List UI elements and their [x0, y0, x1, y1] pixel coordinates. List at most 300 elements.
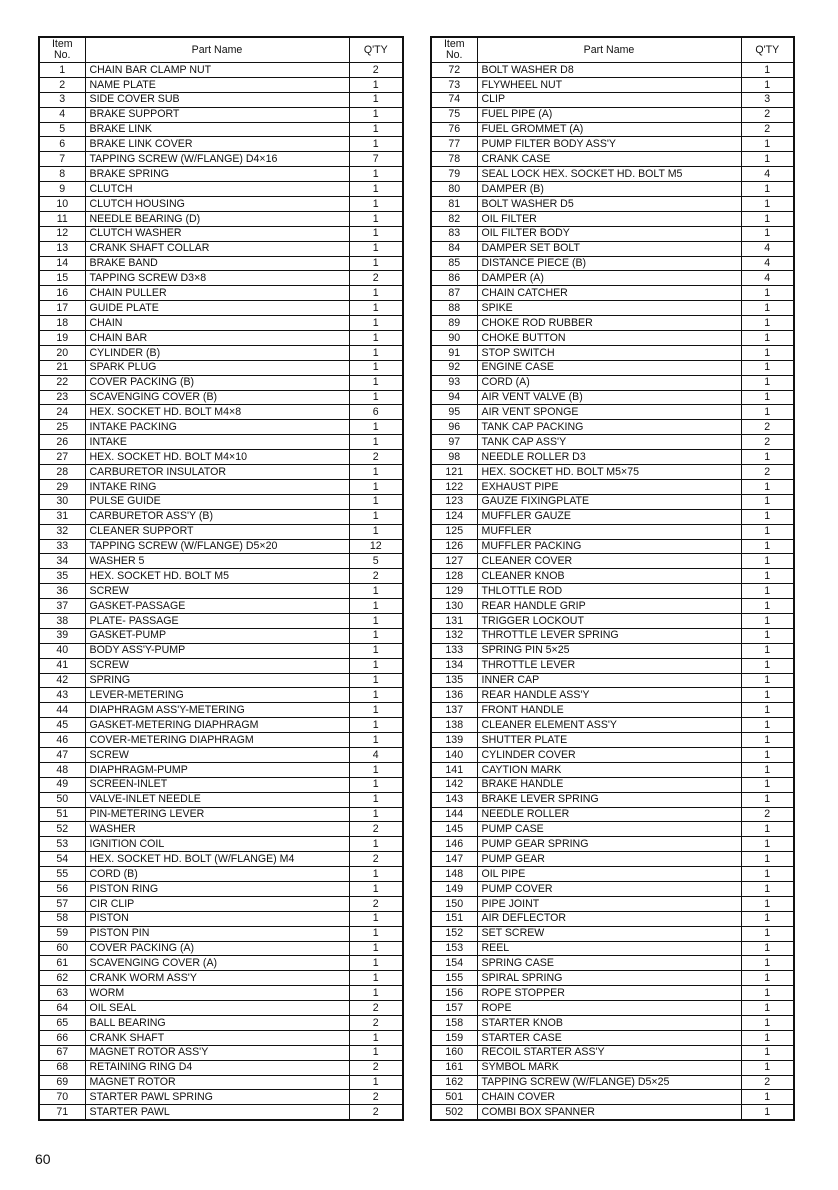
item-no-cell: 148: [431, 867, 477, 882]
table-row: [39, 852, 403, 867]
part-name-cell: SCREW: [85, 747, 349, 762]
item-no-cell: 22: [39, 375, 85, 390]
part-name-cell: BRAKE LINK: [85, 122, 349, 137]
part-name-cell: INTAKE PACKING: [85, 420, 349, 435]
table-row: [431, 1075, 794, 1090]
item-no-cell: 50: [39, 792, 85, 807]
part-name-cell: CAYTION MARK: [477, 762, 741, 777]
qty-cell: 1: [349, 941, 403, 956]
item-no-cell: 143: [431, 792, 477, 807]
item-no-cell: 67: [39, 1045, 85, 1060]
item-no-cell: 36: [39, 584, 85, 599]
part-name-cell: CYLINDER (B): [85, 345, 349, 360]
table-row: [39, 584, 403, 599]
table-row: [39, 479, 403, 494]
part-name-cell: SCREW: [85, 658, 349, 673]
part-name-cell: SPRING CASE: [477, 956, 741, 971]
item-no-header: [39, 37, 85, 63]
table-row: [431, 286, 794, 301]
item-no-cell: 90: [431, 331, 477, 346]
part-name-header: Part Name: [85, 37, 349, 63]
part-name-cell: CRANK SHAFT: [85, 1030, 349, 1045]
qty-cell: 1: [741, 822, 794, 837]
qty-cell: 1: [741, 867, 794, 882]
qty-cell: 2: [349, 450, 403, 465]
part-name-cell: PUMP COVER: [477, 881, 741, 896]
table-row: [431, 465, 794, 480]
item-no-cell: 155: [431, 971, 477, 986]
part-name-cell: EXHAUST PIPE: [477, 479, 741, 494]
table-row: [39, 628, 403, 643]
table-row: [39, 733, 403, 748]
qty-cell: 1: [349, 881, 403, 896]
part-name-cell: TAPPING SCREW D3×8: [85, 271, 349, 286]
item-no-header: [431, 37, 477, 63]
item-no-cell: 10: [39, 197, 85, 212]
qty-cell: 2: [349, 271, 403, 286]
qty-cell: 1: [349, 524, 403, 539]
table-row: [39, 658, 403, 673]
table-row: [39, 122, 403, 137]
table-row: [39, 465, 403, 480]
qty-cell: 1: [349, 435, 403, 450]
part-name-cell: THROTTLE LEVER SPRING: [477, 628, 741, 643]
part-name-cell: SPRING PIN 5×25: [477, 643, 741, 658]
table-row: [39, 509, 403, 524]
part-name-cell: HEX. SOCKET HD. BOLT (W/FLANGE) M4: [85, 852, 349, 867]
part-name-cell: COVER-METERING DIAPHRAGM: [85, 733, 349, 748]
qty-cell: 1: [741, 956, 794, 971]
table-row: [431, 494, 794, 509]
table-row: [39, 256, 403, 271]
item-no-cell: 41: [39, 658, 85, 673]
part-name-cell: NEEDLE ROLLER D3: [477, 450, 741, 465]
qty-cell: 2: [349, 1016, 403, 1031]
table-row: [39, 331, 403, 346]
qty-cell: 1: [741, 792, 794, 807]
item-no-cell: 52: [39, 822, 85, 837]
page-number: 60: [35, 1151, 51, 1167]
part-name-cell: NEEDLE BEARING (D): [85, 211, 349, 226]
item-no-cell: 43: [39, 688, 85, 703]
table-row: [431, 539, 794, 554]
table-row: [431, 837, 794, 852]
part-name-cell: INNER CAP: [477, 673, 741, 688]
table-row: [431, 211, 794, 226]
item-no-cell: 158: [431, 1016, 477, 1031]
item-no-header-line2: No.: [54, 49, 71, 61]
table-row: [431, 182, 794, 197]
table-row: [431, 792, 794, 807]
item-no-cell: 69: [39, 1075, 85, 1090]
item-no-cell: 9: [39, 182, 85, 197]
qty-cell: 4: [741, 271, 794, 286]
part-name-cell: CLUTCH: [85, 182, 349, 197]
table-row: [39, 1001, 403, 1016]
qty-cell: 1: [349, 762, 403, 777]
table-row: [431, 733, 794, 748]
table-row: [431, 926, 794, 941]
part-name-cell: CHOKE BUTTON: [477, 331, 741, 346]
item-no-cell: 95: [431, 405, 477, 420]
table-row: [39, 688, 403, 703]
part-name-cell: BRAKE SPRING: [85, 167, 349, 182]
part-name-cell: STOP SWITCH: [477, 345, 741, 360]
part-name-cell: REEL: [477, 941, 741, 956]
part-name-cell: BOLT WASHER D8: [477, 63, 741, 78]
table-row: [431, 256, 794, 271]
part-name-cell: STARTER PAWL SPRING: [85, 1090, 349, 1105]
item-no-cell: 2: [39, 77, 85, 92]
item-no-cell: 134: [431, 658, 477, 673]
item-no-cell: 49: [39, 777, 85, 792]
part-name-cell: HEX. SOCKET HD. BOLT M4×10: [85, 450, 349, 465]
part-name-cell: BALL BEARING: [85, 1016, 349, 1031]
item-no-cell: 132: [431, 628, 477, 643]
item-no-cell: 8: [39, 167, 85, 182]
item-no-cell: 97: [431, 435, 477, 450]
item-no-cell: 59: [39, 926, 85, 941]
table-row: [431, 941, 794, 956]
qty-cell: 1: [741, 643, 794, 658]
part-name-cell: LEVER-METERING: [85, 688, 349, 703]
part-name-cell: NAME PLATE: [85, 77, 349, 92]
part-name-cell: BRAKE LEVER SPRING: [477, 792, 741, 807]
qty-cell: 1: [741, 524, 794, 539]
qty-cell: 4: [741, 167, 794, 182]
item-no-cell: 127: [431, 554, 477, 569]
part-name-cell: GUIDE PLATE: [85, 301, 349, 316]
item-no-cell: 72: [431, 63, 477, 78]
qty-cell: 1: [741, 628, 794, 643]
table-row: [431, 1016, 794, 1031]
table-row: [431, 613, 794, 628]
part-name-cell: TAPPING SCREW (W/FLANGE) D5×25: [477, 1075, 741, 1090]
qty-cell: 1: [741, 539, 794, 554]
table-row: [431, 92, 794, 107]
qty-cell: 1: [741, 405, 794, 420]
part-name-cell: CLEANER ELEMENT ASS'Y: [477, 718, 741, 733]
item-no-cell: 23: [39, 390, 85, 405]
item-no-cell: 1: [39, 63, 85, 78]
table-row: [431, 331, 794, 346]
item-no-cell: 46: [39, 733, 85, 748]
item-no-cell: 6: [39, 137, 85, 152]
item-no-cell: 27: [39, 450, 85, 465]
part-name-cell: FLYWHEEL NUT: [477, 77, 741, 92]
table-row: [39, 92, 403, 107]
table-row: [431, 167, 794, 182]
item-no-cell: 77: [431, 137, 477, 152]
table-row: [431, 599, 794, 614]
qty-cell: 1: [741, 1060, 794, 1075]
part-name-cell: PISTON: [85, 911, 349, 926]
table-row: [39, 718, 403, 733]
qty-cell: 2: [741, 122, 794, 137]
qty-cell: 2: [349, 852, 403, 867]
qty-cell: 1: [741, 494, 794, 509]
part-name-cell: BRAKE BAND: [85, 256, 349, 271]
item-no-cell: 139: [431, 733, 477, 748]
table-row: [39, 301, 403, 316]
part-name-cell: WASHER 5: [85, 554, 349, 569]
item-no-cell: 122: [431, 479, 477, 494]
part-name-cell: HEX. SOCKET HD. BOLT M4×8: [85, 405, 349, 420]
part-name-cell: WASHER: [85, 822, 349, 837]
part-name-cell: OIL PIPE: [477, 867, 741, 882]
qty-cell: 1: [741, 926, 794, 941]
table-row: [431, 747, 794, 762]
part-name-cell: REAR HANDLE GRIP: [477, 599, 741, 614]
qty-header: Q'TY: [349, 37, 403, 63]
part-name-cell: MUFFLER: [477, 524, 741, 539]
qty-cell: 1: [741, 896, 794, 911]
item-no-cell: 121: [431, 465, 477, 480]
table-row: [431, 956, 794, 971]
item-no-cell: 56: [39, 881, 85, 896]
part-name-cell: SPIRAL SPRING: [477, 971, 741, 986]
qty-cell: 1: [349, 167, 403, 182]
item-no-cell: 18: [39, 316, 85, 331]
item-no-cell: 151: [431, 911, 477, 926]
qty-cell: 1: [349, 107, 403, 122]
qty-cell: 1: [349, 971, 403, 986]
part-name-cell: HEX. SOCKET HD. BOLT M5×75: [477, 465, 741, 480]
item-no-cell: 21: [39, 360, 85, 375]
item-no-cell: 17: [39, 301, 85, 316]
item-no-cell: 64: [39, 1001, 85, 1016]
qty-cell: 1: [741, 509, 794, 524]
table-row: [431, 435, 794, 450]
qty-cell: 1: [349, 77, 403, 92]
table-row: [39, 792, 403, 807]
part-name-cell: REAR HANDLE ASS'Y: [477, 688, 741, 703]
parts-table-left-body: [39, 63, 403, 1121]
qty-cell: 1: [349, 301, 403, 316]
qty-cell: 1: [349, 137, 403, 152]
item-no-cell: 73: [431, 77, 477, 92]
qty-cell: 1: [349, 465, 403, 480]
item-no-cell: 25: [39, 420, 85, 435]
item-no-cell: 126: [431, 539, 477, 554]
table-row: [39, 896, 403, 911]
table-row: [39, 524, 403, 539]
qty-cell: 1: [349, 197, 403, 212]
part-name-cell: DAMPER (A): [477, 271, 741, 286]
qty-cell: 1: [741, 182, 794, 197]
table-row: [39, 1030, 403, 1045]
part-name-cell: STARTER KNOB: [477, 1016, 741, 1031]
table-row: [39, 986, 403, 1001]
table-row: [39, 226, 403, 241]
item-no-cell: 131: [431, 613, 477, 628]
qty-cell: 1: [741, 286, 794, 301]
table-row: [39, 1060, 403, 1075]
table-row: [39, 197, 403, 212]
item-no-cell: 34: [39, 554, 85, 569]
qty-cell: 2: [741, 435, 794, 450]
qty-cell: 4: [349, 747, 403, 762]
item-no-cell: 24: [39, 405, 85, 420]
item-no-cell: 85: [431, 256, 477, 271]
part-name-cell: SCREW: [85, 584, 349, 599]
part-name-cell: RECOIL STARTER ASS'Y: [477, 1045, 741, 1060]
qty-cell: 1: [349, 316, 403, 331]
part-name-cell: STARTER PAWL: [85, 1105, 349, 1120]
part-name-cell: CLUTCH WASHER: [85, 226, 349, 241]
item-no-cell: 74: [431, 92, 477, 107]
part-name-cell: CHAIN PULLER: [85, 286, 349, 301]
item-no-cell: 138: [431, 718, 477, 733]
table-row: [431, 896, 794, 911]
item-no-cell: 16: [39, 286, 85, 301]
table-row: [39, 167, 403, 182]
qty-cell: 2: [349, 1090, 403, 1105]
table-row: [431, 1045, 794, 1060]
qty-cell: 1: [741, 852, 794, 867]
part-name-cell: CHOKE ROD RUBBER: [477, 316, 741, 331]
qty-cell: 2: [349, 1060, 403, 1075]
table-row: [39, 420, 403, 435]
qty-cell: 2: [741, 1075, 794, 1090]
table-row: [39, 762, 403, 777]
item-no-cell: 146: [431, 837, 477, 852]
item-no-cell: 15: [39, 271, 85, 286]
qty-cell: 1: [741, 1001, 794, 1016]
part-name-cell: AIR VENT SPONGE: [477, 405, 741, 420]
table-row: [431, 628, 794, 643]
part-name-cell: PUMP GEAR: [477, 852, 741, 867]
item-no-cell: 71: [39, 1105, 85, 1120]
item-no-cell: 65: [39, 1016, 85, 1031]
qty-cell: 1: [349, 867, 403, 882]
table-row: [431, 152, 794, 167]
item-no-cell: 130: [431, 599, 477, 614]
table-header-row: [431, 37, 794, 63]
qty-cell: 1: [349, 956, 403, 971]
part-name-cell: BOLT WASHER D5: [477, 197, 741, 212]
qty-cell: 1: [741, 733, 794, 748]
part-name-cell: OIL SEAL: [85, 1001, 349, 1016]
part-name-cell: CRANK CASE: [477, 152, 741, 167]
part-name-cell: CYLINDER COVER: [477, 747, 741, 762]
part-name-cell: MUFFLER GAUZE: [477, 509, 741, 524]
table-row: [431, 226, 794, 241]
qty-cell: 4: [741, 256, 794, 271]
table-row: [39, 941, 403, 956]
item-no-cell: 150: [431, 896, 477, 911]
part-name-cell: CHAIN COVER: [477, 1090, 741, 1105]
qty-cell: 1: [741, 1030, 794, 1045]
qty-cell: 1: [741, 375, 794, 390]
table-row: [39, 182, 403, 197]
part-name-cell: BODY ASS'Y-PUMP: [85, 643, 349, 658]
qty-header: Q'TY: [741, 37, 794, 63]
qty-cell: 4: [741, 241, 794, 256]
table-row: [39, 494, 403, 509]
item-no-cell: 83: [431, 226, 477, 241]
item-no-cell: 32: [39, 524, 85, 539]
part-name-cell: TANK CAP PACKING: [477, 420, 741, 435]
table-row: [431, 137, 794, 152]
part-name-cell: CHAIN: [85, 316, 349, 331]
table-row: [39, 822, 403, 837]
item-no-cell: 88: [431, 301, 477, 316]
part-name-cell: MUFFLER PACKING: [477, 539, 741, 554]
table-row: [39, 554, 403, 569]
qty-cell: 1: [349, 375, 403, 390]
part-name-cell: BRAKE HANDLE: [477, 777, 741, 792]
table-row: [431, 405, 794, 420]
qty-cell: 1: [349, 986, 403, 1001]
qty-cell: 1: [741, 837, 794, 852]
item-no-cell: 58: [39, 911, 85, 926]
table-row: [431, 509, 794, 524]
item-no-cell: 66: [39, 1030, 85, 1045]
item-no-cell: 91: [431, 345, 477, 360]
qty-cell: 1: [349, 345, 403, 360]
part-name-cell: AIR DEFLECTOR: [477, 911, 741, 926]
item-no-cell: 47: [39, 747, 85, 762]
table-row: [431, 822, 794, 837]
table-row: [39, 643, 403, 658]
qty-cell: 1: [349, 584, 403, 599]
part-name-cell: THLOTTLE ROD: [477, 584, 741, 599]
qty-cell: 1: [741, 762, 794, 777]
table-row: [431, 911, 794, 926]
part-name-cell: CLEANER KNOB: [477, 569, 741, 584]
qty-cell: 1: [741, 747, 794, 762]
table-row: [431, 77, 794, 92]
item-no-cell: 502: [431, 1105, 477, 1120]
item-no-cell: 135: [431, 673, 477, 688]
item-no-cell: 81: [431, 197, 477, 212]
item-no-cell: 13: [39, 241, 85, 256]
qty-cell: 2: [349, 1105, 403, 1120]
qty-cell: 1: [349, 92, 403, 107]
qty-cell: 1: [741, 584, 794, 599]
table-row: [39, 63, 403, 78]
item-no-cell: 19: [39, 331, 85, 346]
table-row: [39, 1075, 403, 1090]
part-name-cell: ENGINE CASE: [477, 360, 741, 375]
qty-cell: 1: [349, 1030, 403, 1045]
table-row: [431, 569, 794, 584]
part-name-cell: CHAIN BAR: [85, 331, 349, 346]
qty-cell: 1: [349, 599, 403, 614]
table-row: [431, 375, 794, 390]
part-name-cell: SCREEN-INLET: [85, 777, 349, 792]
item-no-cell: 157: [431, 1001, 477, 1016]
item-no-cell: 89: [431, 316, 477, 331]
table-row: [39, 703, 403, 718]
qty-cell: 1: [349, 241, 403, 256]
table-row: [431, 316, 794, 331]
qty-cell: 1: [349, 182, 403, 197]
part-name-cell: PLATE- PASSAGE: [85, 613, 349, 628]
table-row: [39, 137, 403, 152]
table-row: [39, 152, 403, 167]
item-no-cell: 44: [39, 703, 85, 718]
item-no-cell: 154: [431, 956, 477, 971]
item-no-cell: 57: [39, 896, 85, 911]
table-row: [39, 613, 403, 628]
qty-cell: 2: [741, 465, 794, 480]
item-no-cell: 129: [431, 584, 477, 599]
part-name-cell: SET SCREW: [477, 926, 741, 941]
table-row: [431, 390, 794, 405]
part-name-cell: ROPE: [477, 1001, 741, 1016]
